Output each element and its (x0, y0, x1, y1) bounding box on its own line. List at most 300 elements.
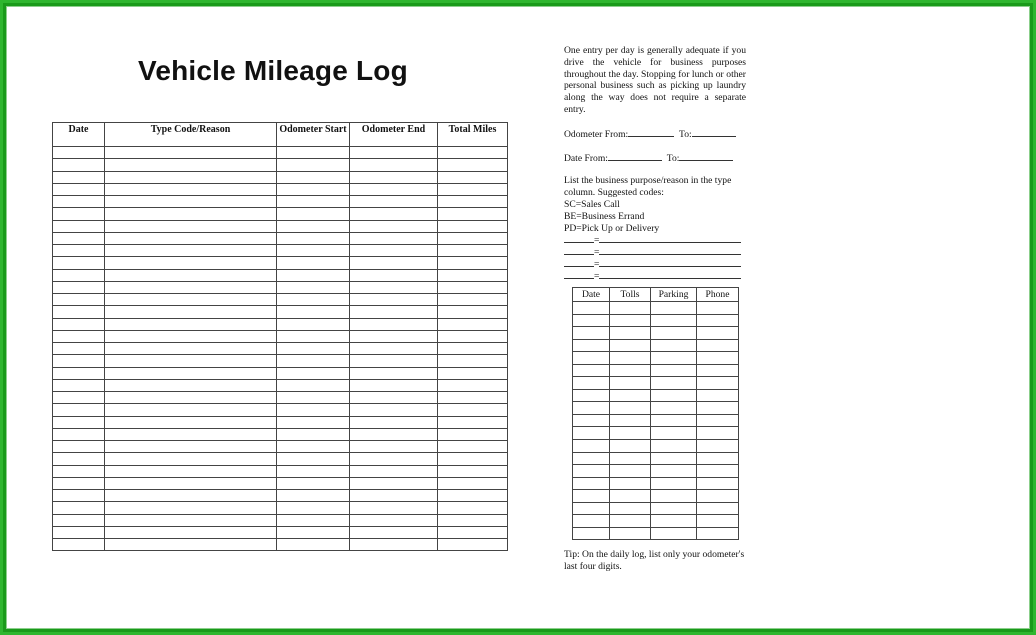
expense-cell[interactable] (610, 440, 651, 453)
log-cell[interactable] (53, 379, 105, 391)
log-cell[interactable] (277, 159, 350, 171)
log-cell[interactable] (277, 294, 350, 306)
log-cell[interactable] (53, 502, 105, 514)
log-cell[interactable] (350, 294, 438, 306)
expense-cell[interactable] (697, 440, 739, 453)
log-col-total-miles: Total Miles (438, 123, 508, 147)
log-cell[interactable] (105, 294, 277, 306)
log-cell[interactable] (53, 220, 105, 232)
table-row (573, 314, 739, 327)
log-cell[interactable] (438, 196, 508, 208)
table-row (53, 330, 508, 342)
expense-cell[interactable] (573, 314, 610, 327)
expense-cell[interactable] (610, 465, 651, 478)
log-cell[interactable] (105, 171, 277, 183)
expense-table (572, 287, 739, 540)
log-cell[interactable] (53, 428, 105, 440)
table-row (573, 502, 739, 515)
expense-cell[interactable] (651, 389, 697, 402)
table-row (53, 526, 508, 538)
log-cell[interactable] (350, 502, 438, 514)
expense-cell[interactable] (651, 352, 697, 365)
log-cell[interactable] (277, 306, 350, 318)
log-cell[interactable] (350, 367, 438, 379)
log-cell[interactable] (350, 465, 438, 477)
log-cell[interactable] (105, 379, 277, 391)
expense-cell[interactable] (697, 502, 739, 515)
log-cell[interactable] (350, 196, 438, 208)
expense-cell[interactable] (651, 527, 697, 540)
log-cell[interactable] (105, 465, 277, 477)
expense-cell[interactable] (610, 515, 651, 528)
expense-cell[interactable] (610, 402, 651, 415)
table-row (573, 377, 739, 390)
expense-cell[interactable] (610, 490, 651, 503)
log-cell[interactable] (277, 453, 350, 465)
log-cell[interactable] (277, 490, 350, 502)
expense-cell[interactable] (573, 389, 610, 402)
log-cell[interactable] (277, 416, 350, 428)
log-cell[interactable] (438, 159, 508, 171)
log-cell[interactable] (53, 392, 105, 404)
expense-col-date: Date (573, 288, 610, 302)
log-cell[interactable] (438, 330, 508, 342)
expense-cell[interactable] (610, 327, 651, 340)
expense-cell[interactable] (651, 465, 697, 478)
log-cell[interactable] (350, 147, 438, 159)
log-cell[interactable] (53, 232, 105, 244)
tip-text: Tip: On the daily log, list only your odometer's last four digits. (564, 549, 745, 572)
expense-cell[interactable] (610, 452, 651, 465)
log-cell[interactable] (53, 526, 105, 538)
log-cell[interactable] (438, 441, 508, 453)
expense-cell[interactable] (610, 527, 651, 540)
log-cell[interactable] (350, 343, 438, 355)
log-cell[interactable] (350, 159, 438, 171)
code-abbrev-blank[interactable] (564, 258, 594, 267)
date-to-blank[interactable] (679, 152, 733, 161)
expense-cell[interactable] (651, 414, 697, 427)
log-cell[interactable] (53, 404, 105, 416)
log-cell[interactable] (105, 367, 277, 379)
log-cell[interactable] (277, 318, 350, 330)
log-cell[interactable] (350, 379, 438, 391)
table-row (53, 147, 508, 159)
expense-cell[interactable] (651, 314, 697, 327)
log-cell[interactable] (277, 208, 350, 220)
log-cell[interactable] (350, 269, 438, 281)
log-cell[interactable] (53, 355, 105, 367)
odometer-to-label: To: (679, 128, 692, 140)
log-cell[interactable] (53, 367, 105, 379)
expense-cell[interactable] (697, 452, 739, 465)
log-cell[interactable] (53, 453, 105, 465)
expense-cell[interactable] (651, 502, 697, 515)
expense-cell[interactable] (610, 414, 651, 427)
expense-cell[interactable] (573, 364, 610, 377)
expense-cell[interactable] (651, 452, 697, 465)
log-cell[interactable] (277, 220, 350, 232)
log-cell[interactable] (277, 502, 350, 514)
log-cell[interactable] (438, 428, 508, 440)
log-cell[interactable] (53, 294, 105, 306)
log-cell[interactable] (105, 269, 277, 281)
codes-intro-text: List the business purpose/reason in the type column. Suggested codes: (564, 175, 732, 199)
log-cell[interactable] (105, 502, 277, 514)
log-cell[interactable] (53, 490, 105, 502)
expense-cell[interactable] (573, 527, 610, 540)
log-cell[interactable] (438, 392, 508, 404)
log-cell[interactable] (53, 159, 105, 171)
log-cell[interactable] (277, 330, 350, 342)
expense-cell[interactable] (697, 527, 739, 540)
log-cell[interactable] (53, 318, 105, 330)
log-cell[interactable] (350, 441, 438, 453)
expense-cell[interactable] (651, 339, 697, 352)
code-equals: = (594, 235, 600, 247)
log-cell[interactable] (277, 171, 350, 183)
log-cell[interactable] (277, 281, 350, 293)
table-row (53, 428, 508, 440)
date-from-blank[interactable] (608, 152, 662, 161)
expense-col-tolls: Tolls (610, 288, 651, 302)
log-cell[interactable] (277, 147, 350, 159)
expense-cell[interactable] (697, 302, 739, 315)
log-cell[interactable] (53, 306, 105, 318)
code-equals: = (594, 258, 600, 270)
expense-cell[interactable] (573, 327, 610, 340)
log-cell[interactable] (438, 171, 508, 183)
log-cell[interactable] (350, 220, 438, 232)
log-cell[interactable] (350, 281, 438, 293)
expense-cell[interactable] (697, 352, 739, 365)
log-cell[interactable] (277, 465, 350, 477)
log-cell[interactable] (438, 318, 508, 330)
table-row (573, 490, 739, 503)
expense-cell[interactable] (573, 339, 610, 352)
instructions-panel (564, 45, 746, 282)
log-cell[interactable] (277, 379, 350, 391)
log-cell[interactable] (350, 514, 438, 526)
log-col-type-code: Type Code/Reason (105, 123, 277, 147)
log-cell[interactable] (105, 392, 277, 404)
expense-cell[interactable] (697, 339, 739, 352)
log-cell[interactable] (105, 330, 277, 342)
log-cell[interactable] (53, 514, 105, 526)
log-cell[interactable] (105, 514, 277, 526)
log-cell[interactable] (105, 355, 277, 367)
log-cell[interactable] (105, 539, 277, 551)
log-cell[interactable] (277, 428, 350, 440)
table-row (573, 352, 739, 365)
log-cell[interactable] (438, 514, 508, 526)
log-cell[interactable] (277, 196, 350, 208)
log-cell[interactable] (438, 269, 508, 281)
expense-cell[interactable] (651, 402, 697, 415)
date-range-line (564, 152, 746, 165)
log-cell[interactable] (277, 367, 350, 379)
expense-cell[interactable] (573, 465, 610, 478)
expense-cell[interactable] (610, 502, 651, 515)
log-cell[interactable] (277, 526, 350, 538)
log-cell[interactable] (438, 343, 508, 355)
log-cell[interactable] (350, 428, 438, 440)
log-cell[interactable] (438, 355, 508, 367)
log-cell[interactable] (53, 343, 105, 355)
log-cell[interactable] (105, 453, 277, 465)
log-cell[interactable] (53, 441, 105, 453)
code-abbrev-blank[interactable] (564, 234, 594, 243)
log-cell[interactable] (105, 404, 277, 416)
log-cell[interactable] (105, 428, 277, 440)
table-row (53, 441, 508, 453)
expense-cell[interactable] (573, 377, 610, 390)
log-cell[interactable] (350, 318, 438, 330)
table-row (573, 327, 739, 340)
expense-cell[interactable] (610, 377, 651, 390)
table-row (573, 402, 739, 415)
log-cell[interactable] (105, 208, 277, 220)
log-cell[interactable] (105, 220, 277, 232)
log-col-odometer-end: Odometer End (350, 123, 438, 147)
expense-cell[interactable] (697, 414, 739, 427)
table-row (53, 220, 508, 232)
expense-cell[interactable] (697, 477, 739, 490)
log-cell[interactable] (53, 477, 105, 489)
log-cell[interactable] (105, 526, 277, 538)
log-cell[interactable] (438, 416, 508, 428)
log-header-row (53, 123, 508, 147)
log-cell[interactable] (277, 257, 350, 269)
expense-cell[interactable] (651, 377, 697, 390)
expense-cell[interactable] (573, 402, 610, 415)
log-cell[interactable] (438, 477, 508, 489)
table-row (53, 392, 508, 404)
expense-cell[interactable] (610, 477, 651, 490)
log-cell[interactable] (438, 526, 508, 538)
table-row (53, 183, 508, 195)
log-cell[interactable] (105, 147, 277, 159)
log-cell[interactable] (438, 490, 508, 502)
log-cell[interactable] (350, 477, 438, 489)
table-row (573, 527, 739, 540)
log-cell[interactable] (350, 526, 438, 538)
log-cell[interactable] (350, 416, 438, 428)
expense-cell[interactable] (573, 352, 610, 365)
log-cell[interactable] (350, 208, 438, 220)
log-cell[interactable] (277, 183, 350, 195)
expense-cell[interactable] (573, 452, 610, 465)
log-cell[interactable] (438, 539, 508, 551)
log-cell[interactable] (105, 441, 277, 453)
code-meaning-blank[interactable] (599, 258, 741, 267)
log-cell[interactable] (350, 245, 438, 257)
log-cell[interactable] (438, 220, 508, 232)
expense-cell[interactable] (573, 515, 610, 528)
log-cell[interactable] (350, 355, 438, 367)
log-cell[interactable] (350, 404, 438, 416)
log-cell[interactable] (105, 490, 277, 502)
log-cell[interactable] (438, 147, 508, 159)
log-cell[interactable] (277, 441, 350, 453)
odometer-to-blank[interactable] (692, 128, 736, 137)
log-cell[interactable] (438, 502, 508, 514)
log-cell[interactable] (53, 245, 105, 257)
log-cell[interactable] (277, 269, 350, 281)
expense-cell[interactable] (697, 314, 739, 327)
expense-cell[interactable] (573, 490, 610, 503)
table-row (53, 502, 508, 514)
log-cell[interactable] (438, 245, 508, 257)
expense-cell[interactable] (697, 364, 739, 377)
expense-cell[interactable] (610, 427, 651, 440)
log-cell[interactable] (53, 147, 105, 159)
odometer-from-label: Odometer From: (564, 128, 629, 140)
table-row (53, 196, 508, 208)
log-cell[interactable] (438, 465, 508, 477)
log-cell[interactable] (277, 539, 350, 551)
log-cell[interactable] (350, 539, 438, 551)
log-cell[interactable] (105, 183, 277, 195)
expense-cell[interactable] (610, 352, 651, 365)
log-cell[interactable] (350, 306, 438, 318)
expense-cell[interactable] (573, 502, 610, 515)
code-abbrev-blank[interactable] (564, 246, 594, 255)
table-row (53, 269, 508, 281)
expense-cell[interactable] (651, 302, 697, 315)
expense-cell[interactable] (697, 377, 739, 390)
expense-cell[interactable] (573, 440, 610, 453)
log-cell[interactable] (350, 183, 438, 195)
expense-cell[interactable] (651, 515, 697, 528)
log-cell[interactable] (438, 367, 508, 379)
log-cell[interactable] (53, 208, 105, 220)
table-row (53, 490, 508, 502)
expense-cell[interactable] (697, 515, 739, 528)
log-cell[interactable] (105, 477, 277, 489)
log-cell[interactable] (53, 171, 105, 183)
log-cell[interactable] (438, 281, 508, 293)
log-cell[interactable] (105, 343, 277, 355)
table-row (53, 343, 508, 355)
expense-cell[interactable] (573, 302, 610, 315)
table-row (53, 539, 508, 551)
expense-cell[interactable] (651, 477, 697, 490)
log-cell[interactable] (350, 490, 438, 502)
code-meaning-blank[interactable] (599, 234, 741, 243)
log-cell[interactable] (105, 257, 277, 269)
log-cell[interactable] (350, 232, 438, 244)
log-cell[interactable] (53, 465, 105, 477)
log-cell[interactable] (53, 257, 105, 269)
table-row (53, 416, 508, 428)
expense-cell[interactable] (610, 314, 651, 327)
log-cell[interactable] (105, 318, 277, 330)
log-cell[interactable] (277, 514, 350, 526)
log-cell[interactable] (53, 416, 105, 428)
log-cell[interactable] (350, 257, 438, 269)
log-cell[interactable] (438, 183, 508, 195)
log-cell[interactable] (438, 232, 508, 244)
expense-cell[interactable] (651, 440, 697, 453)
log-cell[interactable] (277, 392, 350, 404)
log-cell[interactable] (350, 453, 438, 465)
mileage-log-table (52, 122, 508, 551)
expense-cell[interactable] (651, 427, 697, 440)
odometer-from-blank[interactable] (628, 128, 674, 137)
log-cell[interactable] (438, 208, 508, 220)
code-meaning-blank[interactable] (599, 270, 741, 279)
log-cell[interactable] (277, 404, 350, 416)
expense-cell[interactable] (610, 302, 651, 315)
code-item: SC=Sales Call (564, 198, 620, 210)
log-cell[interactable] (53, 539, 105, 551)
expense-cell[interactable] (573, 477, 610, 490)
code-meaning-blank[interactable] (599, 246, 741, 255)
log-cell[interactable] (53, 281, 105, 293)
table-row (53, 367, 508, 379)
expense-cell[interactable] (697, 402, 739, 415)
expense-cell[interactable] (697, 389, 739, 402)
log-cell[interactable] (438, 404, 508, 416)
log-cell[interactable] (105, 196, 277, 208)
expense-cell[interactable] (651, 327, 697, 340)
expense-cell[interactable] (651, 364, 697, 377)
log-cell[interactable] (277, 245, 350, 257)
date-to-label: To: (666, 152, 680, 164)
log-cell[interactable] (438, 294, 508, 306)
log-cell[interactable] (105, 245, 277, 257)
table-row (53, 465, 508, 477)
expense-cell[interactable] (573, 427, 610, 440)
log-cell[interactable] (277, 232, 350, 244)
log-cell[interactable] (350, 330, 438, 342)
log-cell[interactable] (438, 453, 508, 465)
log-cell[interactable] (350, 171, 438, 183)
log-cell[interactable] (53, 196, 105, 208)
log-cell[interactable] (53, 269, 105, 281)
log-cell[interactable] (53, 183, 105, 195)
log-cell[interactable] (105, 416, 277, 428)
expense-cell[interactable] (573, 414, 610, 427)
expense-cell[interactable] (610, 364, 651, 377)
expense-cell[interactable] (610, 339, 651, 352)
log-cell[interactable] (105, 232, 277, 244)
log-cell[interactable] (350, 392, 438, 404)
table-row (53, 514, 508, 526)
log-cell[interactable] (438, 306, 508, 318)
log-cell[interactable] (53, 330, 105, 342)
log-cell[interactable] (438, 379, 508, 391)
expense-cell[interactable] (651, 490, 697, 503)
expense-cell[interactable] (697, 427, 739, 440)
table-row (573, 414, 739, 427)
log-cell[interactable] (277, 477, 350, 489)
table-row (53, 159, 508, 171)
expense-cell[interactable] (697, 490, 739, 503)
expense-cell[interactable] (697, 327, 739, 340)
log-cell[interactable] (438, 257, 508, 269)
log-cell[interactable] (105, 281, 277, 293)
log-cell[interactable] (277, 355, 350, 367)
log-cell[interactable] (105, 306, 277, 318)
table-row (53, 404, 508, 416)
code-abbrev-blank[interactable] (564, 270, 594, 279)
log-cell[interactable] (105, 159, 277, 171)
expense-cell[interactable] (610, 389, 651, 402)
expense-cell[interactable] (697, 465, 739, 478)
log-cell[interactable] (277, 343, 350, 355)
